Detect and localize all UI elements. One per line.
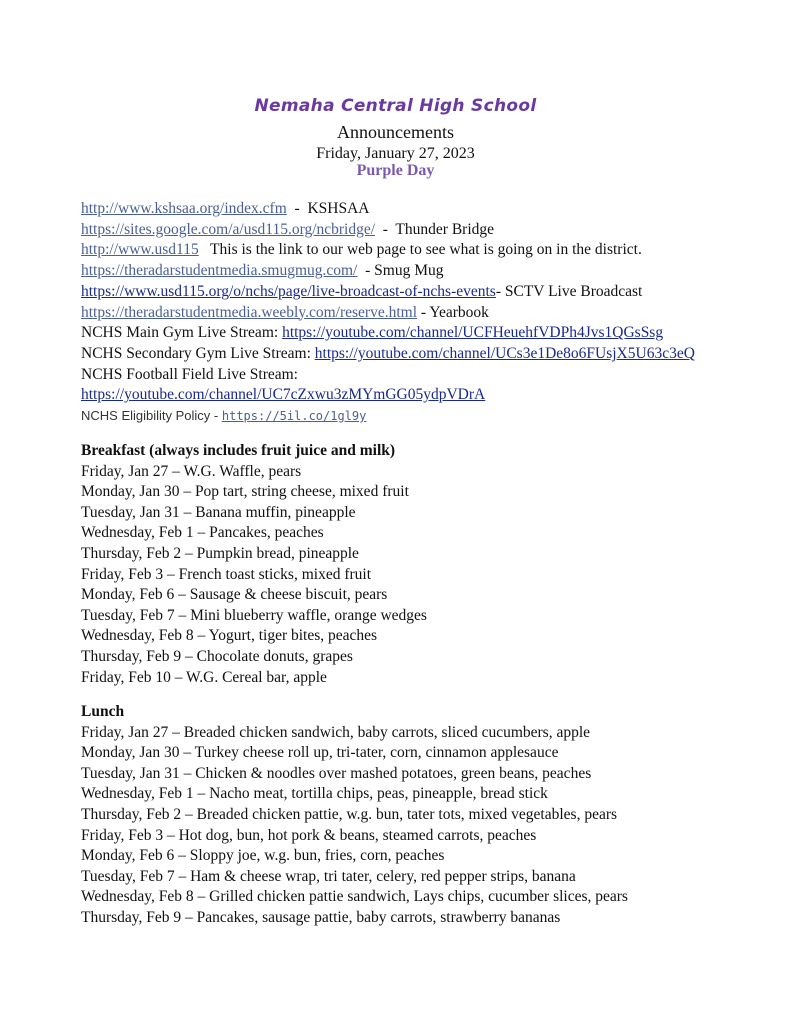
lunch-item: Thursday, Feb 9 – Pancakes, sausage pattie, baby carrots, strawberry bananas <box>81 908 561 926</box>
page-title: Announcements <box>337 122 454 142</box>
links-list <box>81 199 761 426</box>
breakfast-item: Thursday, Feb 2 – Pumpkin bread, pineapple <box>81 544 359 562</box>
eligibility-label: NCHS Eligibility Policy - <box>81 408 222 424</box>
lunch-item: Monday, Jan 30 – Turkey cheese roll up, tri-tater, corn, cinnamon applesauce <box>81 744 559 762</box>
secondary-gym-stream <box>81 344 761 365</box>
link-line-thunder-bridge <box>81 220 761 241</box>
breakfast-item: Thursday, Feb 9 – Chocolate donuts, grapes <box>81 647 353 665</box>
link-line-sctv <box>81 282 761 303</box>
secondary-gym-label: NCHS Secondary Gym Live Stream: <box>81 344 315 362</box>
breakfast-item: Friday, Feb 3 – French toast sticks, mixed fruit <box>81 565 372 583</box>
lunch-item: Thursday, Feb 2 – Breaded chicken pattie, w.g. bun, tater tots, mixed vegetables, pears <box>81 805 618 823</box>
lunch-item: Friday, Jan 27 – Breaded chicken sandwich, baby carrots, sliced cucumbers, apple <box>81 723 591 741</box>
eligibility-link[interactable]: https://5il.co/1gl9y <box>221 409 367 424</box>
lunch-title: Lunch <box>81 703 125 720</box>
kshsaa-link[interactable]: http://www.kshsaa.org/index.cfm <box>81 200 287 217</box>
sctv-link[interactable]: https://www.usd115.org/o/nchs/page/live-broadcast-of-nchs-events <box>81 282 496 300</box>
breakfast-title: Breakfast (always includes fruit juice and milk) <box>81 442 396 459</box>
kshsaa-desc: - KSHSAA <box>286 200 370 217</box>
breakfast-menu <box>81 441 761 688</box>
football-stream <box>81 385 761 406</box>
breakfast-item: Monday, Feb 6 – Sausage & cheese biscuit, pears <box>81 586 388 604</box>
district-link[interactable]: http://www.usd115 <box>81 241 199 259</box>
breakfast-item: Friday, Feb 10 – W.G. Cereal bar, apple <box>81 668 327 686</box>
breakfast-item: Tuesday, Jan 31 – Banana muffin, pineapple <box>81 503 356 521</box>
lunch-item: Monday, Feb 6 – Sloppy joe, w.g. bun, fries, corn, peaches <box>81 847 445 865</box>
breakfast-item: Tuesday, Feb 7 – Mini blueberry waffle, orange wedges <box>81 606 427 624</box>
lunch-item: Wednesday, Feb 1 – Nacho meat, tortilla chips, peas, pineapple, bread stick <box>81 785 548 803</box>
secondary-gym-link[interactable]: https://youtube.com/channel/UCs3e1De8o6FUsjX5U63c3eQ <box>314 344 695 362</box>
football-link[interactable]: https://youtube.com/channel/UC7cZxwu3zMYmGG05ydpVDrA <box>81 386 486 404</box>
school-name: Nemaha Central High School <box>254 96 537 116</box>
breakfast-item: Monday, Jan 30 – Pop tart, string cheese, mixed fruit <box>81 483 409 501</box>
lunch-item: Wednesday, Feb 8 – Grilled chicken pattie sandwich, Lays chips, cucumber slices, pears <box>81 888 628 906</box>
announcement-date: Friday, January 27, 2023 <box>316 145 475 162</box>
main-gym-stream <box>81 323 761 344</box>
sctv-desc: - SCTV Live Broadcast <box>495 282 643 300</box>
lunch-item: Tuesday, Feb 7 – Ham & cheese wrap, tri tater, celery, red pepper strips, banana <box>81 867 576 885</box>
yearbook-link[interactable]: https://theradarstudentmedia.weebly.com/reserve.html <box>81 303 418 321</box>
day-theme: Purple Day <box>356 162 435 179</box>
yearbook-desc: - Yearbook <box>417 303 489 321</box>
main-gym-link[interactable]: https://youtube.com/channel/UCFHeuehfVDPh4Jvs1QGsSsg <box>282 324 664 342</box>
breakfast-item: Wednesday, Feb 1 – Pancakes, peaches <box>81 524 324 542</box>
link-line-kshsaa <box>81 199 761 220</box>
thunder-bridge-desc: - Thunder Bridge <box>375 220 494 238</box>
breakfast-item: Friday, Jan 27 – W.G. Waffle, pears <box>81 462 302 480</box>
football-stream-label: NCHS Football Field Live Stream: <box>81 365 298 383</box>
link-line-yearbook <box>81 303 761 324</box>
smugmug-link[interactable]: https://theradarstudentmedia.smugmug.com/ <box>81 262 358 280</box>
breakfast-item: Wednesday, Feb 8 – Yogurt, tiger bites, peaches <box>81 627 378 645</box>
link-line-district <box>81 240 761 261</box>
district-desc: This is the link to our web page to see what is going on in the district. <box>198 241 642 259</box>
main-gym-label: NCHS Main Gym Live Stream: <box>81 324 283 342</box>
lunch-item: Tuesday, Jan 31 – Chicken & noodles over mashed potatoes, green beans, peaches <box>81 764 592 782</box>
lunch-menu <box>81 702 761 929</box>
link-line-smugmug <box>81 261 761 282</box>
eligibility-policy <box>81 406 761 426</box>
thunder-bridge-link[interactable]: https://sites.google.com/a/usd115.org/ncbridge/ <box>81 220 376 238</box>
smugmug-desc: - Smug Mug <box>357 262 444 280</box>
lunch-item: Friday, Feb 3 – Hot dog, bun, hot pork & beans, steamed carrots, peaches <box>81 826 537 844</box>
